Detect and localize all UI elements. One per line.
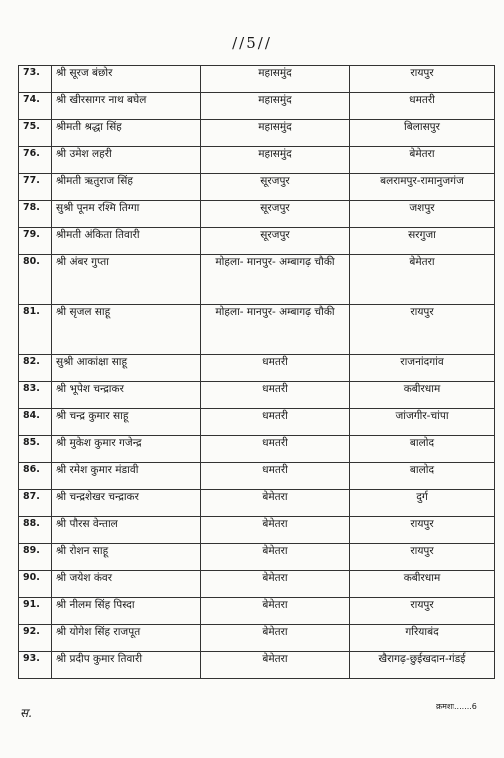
employee-name: सुश्री आकांक्षा साहू: [52, 355, 201, 382]
row-number: 77.: [19, 174, 52, 201]
current-district: महासमुंद: [201, 120, 350, 147]
row-number: 88.: [19, 517, 52, 544]
row-number: 76.: [19, 147, 52, 174]
row-number: 86.: [19, 463, 52, 490]
employee-name: श्री रोशन साहू: [52, 544, 201, 571]
new-district: जांजगीर-चांपा: [350, 409, 495, 436]
new-district: कबीरधाम: [350, 382, 495, 409]
row-number: 80.: [19, 255, 52, 305]
row-number: 73.: [19, 66, 52, 93]
employee-name: श्री मुकेश कुमार गजेन्द्र: [52, 436, 201, 463]
table-row: [19, 120, 495, 147]
current-district: महासमुंद: [201, 93, 350, 120]
new-district: रायपुर: [350, 305, 495, 355]
employee-name: श्री जयेश कंवर: [52, 571, 201, 598]
employee-name: सुश्री पूनम रश्मि तिग्गा: [52, 201, 201, 228]
table-row: [19, 355, 495, 382]
new-district: रायपुर: [350, 598, 495, 625]
current-district: धमतरी: [201, 382, 350, 409]
table-row: [19, 382, 495, 409]
employee-name: श्री योगेश सिंह राजपूत: [52, 625, 201, 652]
employee-name: श्री सूरज बंछोर: [52, 66, 201, 93]
table-row: [19, 436, 495, 463]
current-district: महासमुंद: [201, 66, 350, 93]
row-number: 90.: [19, 571, 52, 598]
new-district: बालोद: [350, 436, 495, 463]
table-row: [19, 147, 495, 174]
current-district: धमतरी: [201, 409, 350, 436]
current-district: बेमेतरा: [201, 544, 350, 571]
row-number: 82.: [19, 355, 52, 382]
table-row: [19, 598, 495, 625]
new-district: खैरागढ़-छुईखदान-गंडई: [350, 652, 495, 679]
page-number: //5//: [232, 34, 272, 52]
current-district: मोहला- मानपुर- अम्बागढ़ चौकी: [201, 255, 350, 305]
table-row: [19, 93, 495, 120]
new-district: बालोद: [350, 463, 495, 490]
new-district: रायपुर: [350, 544, 495, 571]
employee-name: श्रीमती श्रद्धा सिंह: [52, 120, 201, 147]
table-row: [19, 305, 495, 355]
employee-name: श्री नीलम सिंह पिस्दा: [52, 598, 201, 625]
current-district: धमतरी: [201, 355, 350, 382]
table-row: [19, 490, 495, 517]
current-district: धमतरी: [201, 436, 350, 463]
new-district: जशपुर: [350, 201, 495, 228]
new-district: बलरामपुर-रामानुजगंज: [350, 174, 495, 201]
row-number: 74.: [19, 93, 52, 120]
row-number: 79.: [19, 228, 52, 255]
current-district: सूरजपुर: [201, 201, 350, 228]
new-district: बेमेतरा: [350, 147, 495, 174]
employee-name: श्री उमेश लहरी: [52, 147, 201, 174]
row-number: 81.: [19, 305, 52, 355]
row-number: 84.: [19, 409, 52, 436]
new-district: दुर्ग: [350, 490, 495, 517]
employee-name: श्री रमेश कुमार मंडावी: [52, 463, 201, 490]
row-number: 91.: [19, 598, 52, 625]
table-row: [19, 201, 495, 228]
row-number: 78.: [19, 201, 52, 228]
employee-name: श्री भूपेश चन्द्राकर: [52, 382, 201, 409]
row-number: 85.: [19, 436, 52, 463]
employee-name: श्री चन्द्र कुमार साहू: [52, 409, 201, 436]
new-district: रायपुर: [350, 517, 495, 544]
table-row: [19, 174, 495, 201]
current-district: बेमेतरा: [201, 625, 350, 652]
current-district: सूरजपुर: [201, 228, 350, 255]
table-row: [19, 409, 495, 436]
table-row: [19, 544, 495, 571]
row-number: 87.: [19, 490, 52, 517]
table-row: [19, 571, 495, 598]
new-district: धमतरी: [350, 93, 495, 120]
current-district: मोहला- मानपुर- अम्बागढ़ चौकी: [201, 305, 350, 355]
table-row: [19, 652, 495, 679]
transfer-table: [18, 65, 495, 679]
current-district: धमतरी: [201, 463, 350, 490]
table-row: [19, 255, 495, 305]
signature-initials: स.: [20, 706, 32, 720]
employee-name: श्री सृजल साहू: [52, 305, 201, 355]
current-district: बेमेतरा: [201, 598, 350, 625]
row-number: 75.: [19, 120, 52, 147]
row-number: 92.: [19, 625, 52, 652]
current-district: महासमुंद: [201, 147, 350, 174]
employee-name: श्री प्रदीप कुमार तिवारी: [52, 652, 201, 679]
new-district: बेमेतरा: [350, 255, 495, 305]
new-district: बिलासपुर: [350, 120, 495, 147]
table-row: [19, 517, 495, 544]
current-district: सूरजपुर: [201, 174, 350, 201]
new-district: राजनांदगांव: [350, 355, 495, 382]
new-district: गरियाबंद: [350, 625, 495, 652]
employee-name: श्री अंबर गुप्ता: [52, 255, 201, 305]
new-district: सरगुजा: [350, 228, 495, 255]
table-row: [19, 463, 495, 490]
row-number: 93.: [19, 652, 52, 679]
table-row: [19, 66, 495, 93]
table-row: [19, 625, 495, 652]
row-number: 89.: [19, 544, 52, 571]
employee-name: श्री पौरस वेन्ताल: [52, 517, 201, 544]
current-district: बेमेतरा: [201, 517, 350, 544]
employee-name: श्री चन्द्रशेखर चन्द्राकर: [52, 490, 201, 517]
new-district: कबीरधाम: [350, 571, 495, 598]
current-district: बेमेतरा: [201, 571, 350, 598]
current-district: बेमेतरा: [201, 652, 350, 679]
table-row: [19, 228, 495, 255]
employee-name: श्रीमती ऋतुराज सिंह: [52, 174, 201, 201]
current-district: बेमेतरा: [201, 490, 350, 517]
continuation-note: क्रमशः.......6: [436, 702, 477, 711]
row-number: 83.: [19, 382, 52, 409]
employee-name: श्रीमती अंकिता तिवारी: [52, 228, 201, 255]
employee-name: श्री खीरसागर नाथ बघेल: [52, 93, 201, 120]
new-district: रायपुर: [350, 66, 495, 93]
